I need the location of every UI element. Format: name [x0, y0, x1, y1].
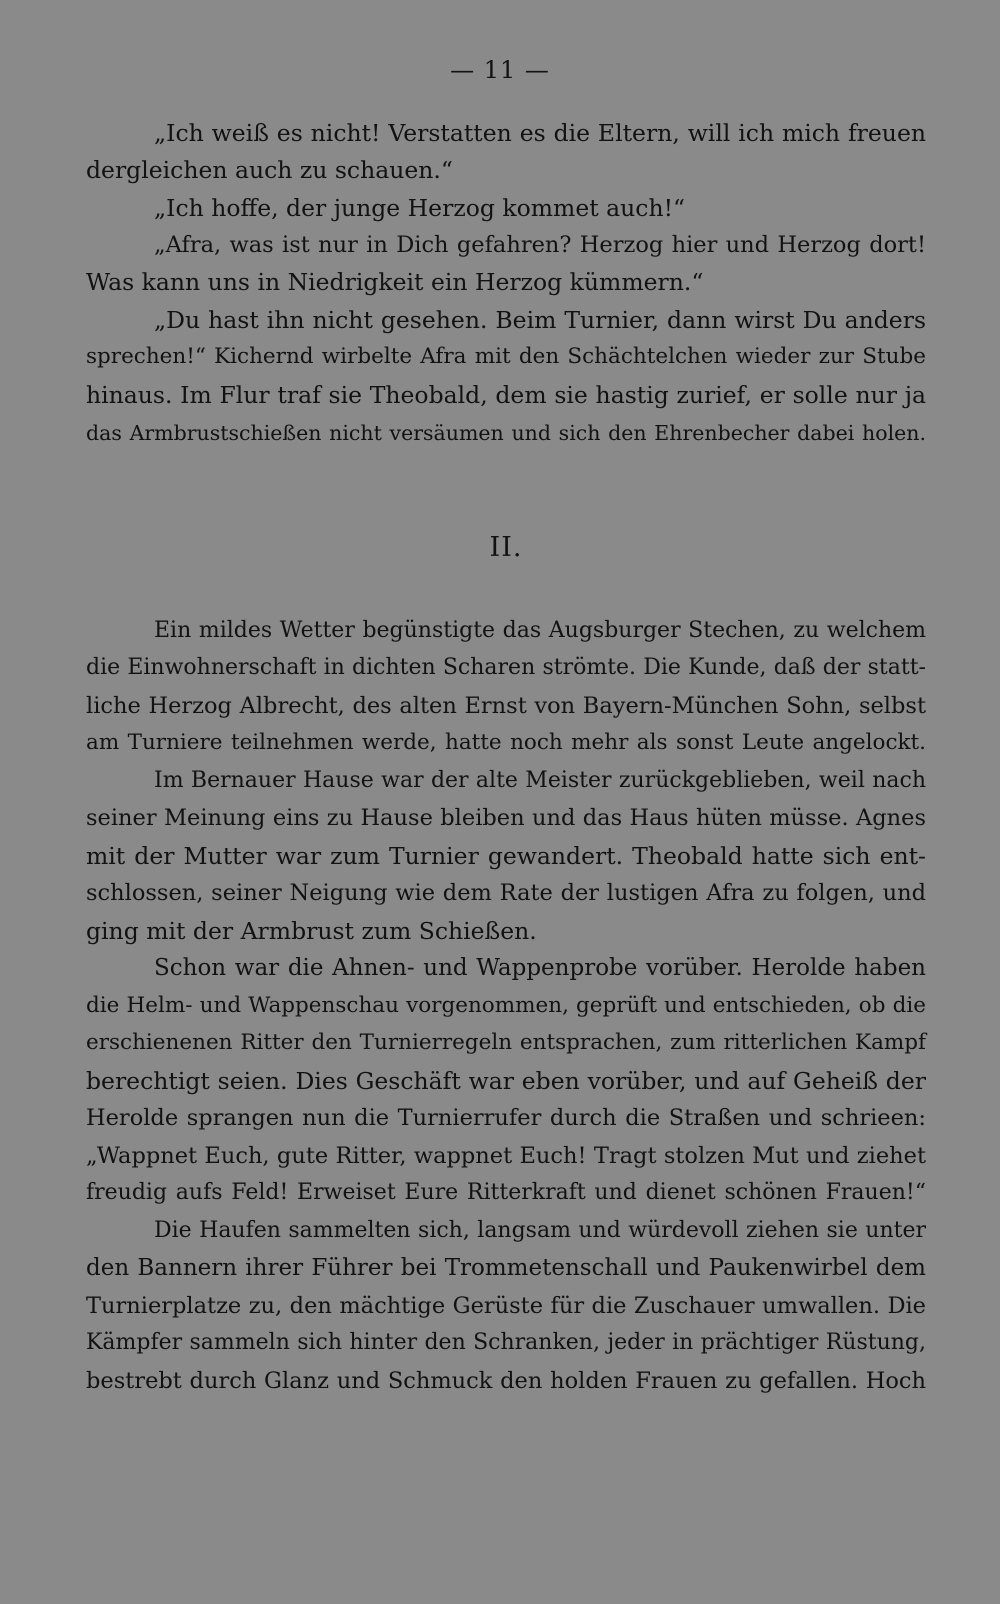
- text-line: Schon war die Ahnen- und Wappenprobe vorüber. Herolde haben: [154, 955, 926, 981]
- text-line: ging mit der Armbrust zum Schießen.: [86, 917, 537, 945]
- text-line: Herolde sprangen nun die Turnierrufer durch die Straßen und schrieen:: [86, 1105, 926, 1131]
- page-number-header: — 11 —: [450, 56, 550, 84]
- text-line: das Armbrustschießen nicht versäumen und sich den Ehrenbecher dabei holen.: [86, 421, 926, 445]
- text-line: „Du hast ihn nicht gesehen. Beim Turnier, dann wirst Du anders: [154, 306, 926, 334]
- text-line: liche Herzog Albrecht, des alten Ernst von Bayern-München Sohn, selbst: [86, 693, 926, 719]
- text-line: hinaus. Im Flur traf sie Theobald, dem sie hastig zurief, er solle nur ja: [86, 381, 926, 409]
- text-line: dergleichen auch zu schauen.“: [86, 156, 453, 184]
- text-line: „Wappnet Euch, gute Ritter, wappnet Euch! Tragt stolzen Mut und ziehet: [86, 1143, 926, 1169]
- text-line: sprechen!“ Kichernd wirbelte Afra mit den Schächtelchen wieder zur Stube: [86, 344, 926, 369]
- text-line: „Ich hoffe, der junge Herzog kommet auch!“: [154, 194, 686, 222]
- text-line: berechtigt seien. Dies Geschäft war eben vorüber, und auf Geheiß der: [86, 1067, 926, 1095]
- text-line: Ein mildes Wetter begünstigte das Augsburger Stechen, zu welchem: [154, 618, 926, 643]
- text-line: bestrebt durch Glanz und Schmuck den holden Frauen zu gefallen. Hoch: [86, 1368, 926, 1394]
- text-line: seiner Meinung eins zu Hause bleiben und das Haus hüten müsse. Agnes: [86, 805, 926, 831]
- text-line: „Afra, was ist nur in Dich gefahren? Herzog hier und Herzog dort!: [154, 232, 926, 258]
- text-line: Die Haufen sammelten sich, langsam und würdevoll ziehen sie unter: [154, 1218, 926, 1243]
- text-line: die Helm- und Wappenschau vorgenommen, geprüft und entschieden, ob die: [86, 993, 926, 1018]
- text-line: „Ich weiß es nicht! Verstatten es die Eltern, will ich mich freuen: [154, 119, 926, 147]
- text-line: die Einwohnerschaft in dichten Scharen strömte. Die Kunde, daß der statt-: [86, 655, 926, 680]
- text-line: den Bannern ihrer Führer bei Trommetenschall und Paukenwirbel dem: [86, 1255, 926, 1281]
- text-line: Was kann uns in Niedrigkeit ein Herzog kümmern.“: [86, 268, 704, 296]
- text-line: am Turniere teilnehmen werde, hatte noch mehr als sonst Leute angelockt.: [86, 730, 926, 755]
- text-line: freudig aufs Feld! Erweiset Eure Ritterkraft und dienet schönen Frauen!“: [86, 1180, 926, 1205]
- text-line: Turnierplatze zu, den mächtige Gerüste für die Zuschauer umwallen. Die: [86, 1293, 926, 1319]
- section-heading: II.: [489, 532, 523, 563]
- text-line: Kämpfer sammeln sich hinter den Schranken, jeder in prächtiger Rüstung,: [86, 1330, 926, 1355]
- text-line: schlossen, seiner Neigung wie dem Rate der lustigen Afra zu folgen, und: [86, 880, 926, 906]
- text-line: mit der Mutter war zum Turnier gewandert. Theobald hatte sich ent-: [86, 842, 926, 870]
- text-line: Im Bernauer Hause war der alte Meister zurückgeblieben, weil nach: [154, 768, 926, 793]
- text-line: erschienenen Ritter den Turnierregeln entsprachen, zum ritterlichen Kampf: [86, 1030, 926, 1055]
